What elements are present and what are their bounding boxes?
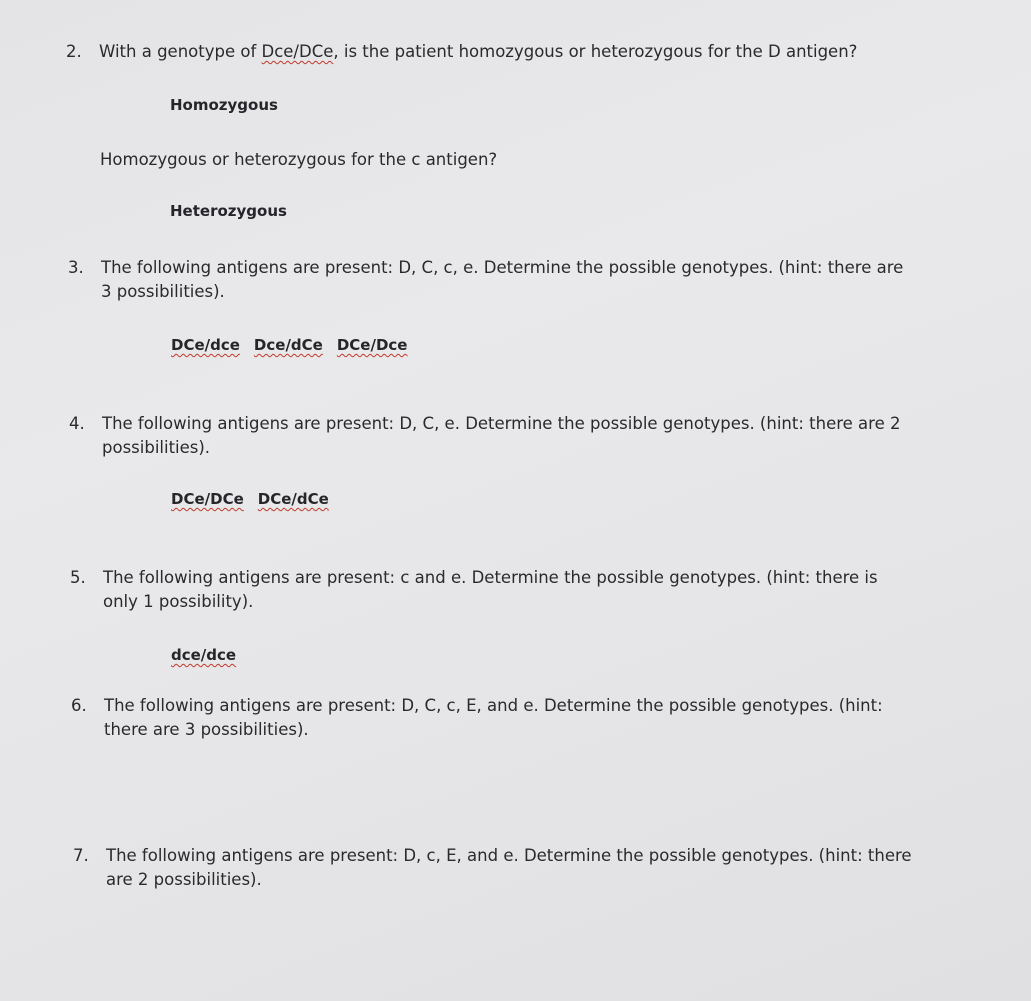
question-text-line1: The following antigens are present: D, c, E, and e. Determine the possible genotypes. (hint: there bbox=[106, 846, 912, 865]
question-text-line2: there are 3 possibilities). bbox=[104, 720, 309, 739]
question-text-line2: only 1 possibility). bbox=[103, 592, 254, 611]
question-text-line1: The following antigens are present: c and e. Determine the possible genotypes. (hint: there is bbox=[103, 568, 878, 587]
question-5 bbox=[70, 566, 970, 614]
question-text bbox=[99, 40, 857, 64]
question-text-line2: are 2 possibilities). bbox=[106, 870, 262, 889]
question-number: 5. bbox=[70, 568, 86, 587]
genotype-answer: DCe/Dce bbox=[336, 336, 408, 354]
answer-genotypes bbox=[171, 490, 343, 508]
answer-genotypes bbox=[171, 336, 421, 354]
subquestion-c-antigen: Homozygous or heterozygous for the c antigen? bbox=[100, 150, 498, 169]
genotype-answer: DCe/dce bbox=[171, 336, 240, 354]
question-text-line1: The following antigens are present: D, C, e. Determine the possible genotypes. (hint: there are 2 bbox=[102, 414, 901, 433]
question-number: 2. bbox=[66, 42, 82, 61]
question-text-start: With a genotype of bbox=[99, 42, 262, 61]
genotype-term: Dce/DCe bbox=[261, 42, 334, 61]
question-6 bbox=[71, 694, 971, 742]
question-text-end: , is the patient homozygous or heterozygous for the D antigen? bbox=[333, 42, 858, 61]
genotype-answer: DCe/DCe bbox=[171, 490, 244, 508]
question-text-line2: possibilities). bbox=[102, 438, 211, 457]
genotype-answer: dce/dce bbox=[171, 646, 237, 664]
question-number: 7. bbox=[73, 846, 89, 865]
question-number: 3. bbox=[68, 258, 84, 277]
question-text-line1: The following antigens are present: D, C, c, e. Determine the possible genotypes. (hint: there are bbox=[101, 258, 904, 277]
genotype-answer: Dce/dCe bbox=[253, 336, 323, 354]
answer-c-antigen: Heterozygous bbox=[170, 202, 287, 220]
genotype-answer: DCe/dCe bbox=[257, 490, 329, 508]
question-number: 6. bbox=[71, 696, 87, 715]
answer-d-antigen: Homozygous bbox=[170, 96, 278, 114]
answer-genotypes bbox=[171, 646, 250, 664]
question-3 bbox=[68, 256, 968, 304]
question-4 bbox=[69, 412, 969, 460]
question-number: 4. bbox=[69, 414, 85, 433]
question-text-line1: The following antigens are present: D, C, c, E, and e. Determine the possible genotypes. (hint: bbox=[104, 696, 883, 715]
question-2 bbox=[66, 40, 966, 64]
question-7 bbox=[73, 844, 973, 892]
question-text-line2: 3 possibilities). bbox=[101, 282, 225, 301]
